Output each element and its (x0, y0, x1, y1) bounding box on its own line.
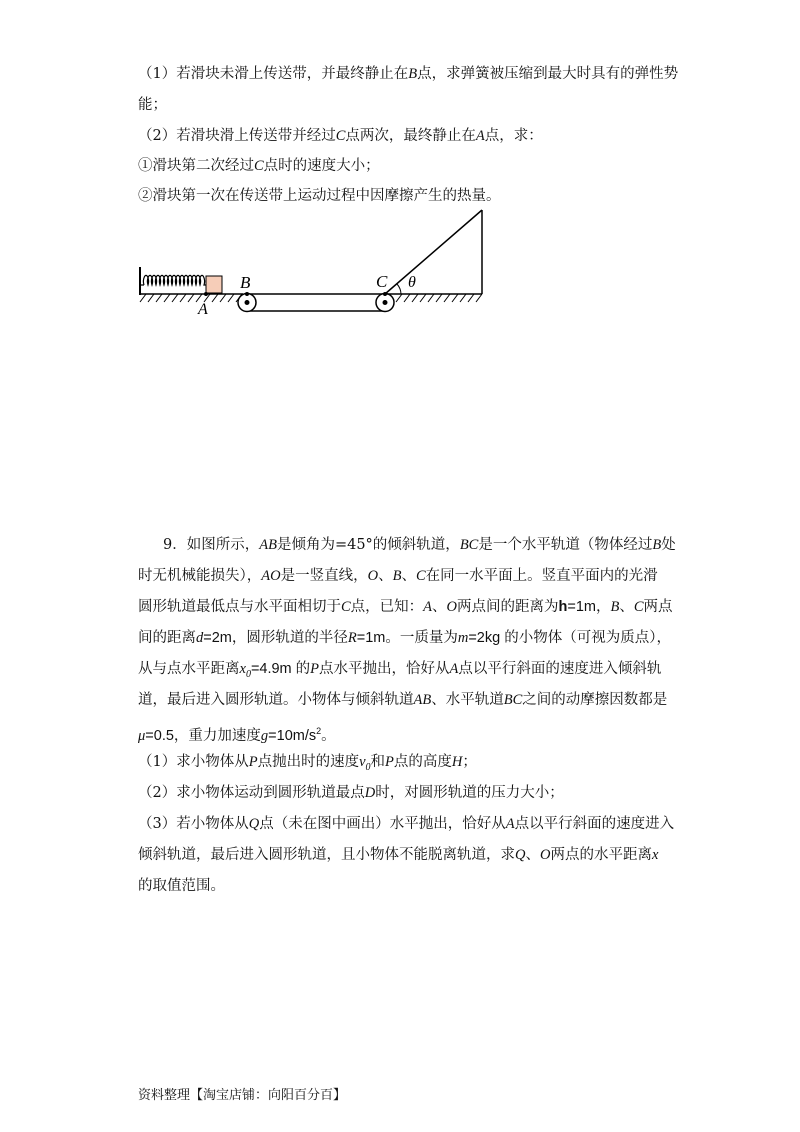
q8-part1-line2: 能； (138, 97, 167, 113)
q9-line2: 时无机械能损失），AO是一竖直线，O、B、C在同一水平面上。竖直平面内的光滑 (138, 568, 658, 584)
q8-part2-sub1: ①滑块第二次经过C点时的速度大小； (138, 158, 380, 174)
q9-sub1: （1）求小物体从P点抛出时的速度$v_0$和P点的高度H； (138, 754, 477, 773)
q9-line3: 圆形轨道最低点与水平面相切于C点，已知：A、O两点间的距离为h=1m，B、C两点 (138, 599, 673, 615)
q9-sub2: （2）求小物体运动到圆形轨道最点D时，对圆形轨道的压力大小； (138, 785, 564, 801)
label-a: A (198, 301, 208, 318)
ground-left-hatch (140, 294, 242, 302)
angle-arc (397, 284, 401, 294)
pulley-left-axle (245, 300, 250, 305)
pulley-right-axle (383, 300, 388, 305)
q9-line4: 间的距离d=2m，圆形轨道的半径R=1m。一质量为m=2kg 的小物体（可视为质点）， (138, 630, 671, 646)
q9-sub3-line1: （3）若小物体从Q点（未在图中画出）水平抛出，恰好从A点以平行斜面的速度进入 (138, 816, 675, 832)
spring (140, 275, 206, 285)
q8-part2: （2）若滑块滑上传送带并经过C点两次，最终静止在A点，求： (138, 128, 543, 144)
incline (385, 210, 482, 294)
q9-line5: 从与点水平距离$x_0=4.9m$ 的P点水平抛出，恰好从A点以平行斜面的速度进入倾斜轨 (138, 661, 662, 680)
q8-part1-line1: （1）若滑块未滑上传送带，并最终静止在B点，求弹簧被压缩到最大时具有的弹性势 (138, 66, 679, 82)
q9-line1: 9．如图所示，AB是倾角为=45°的倾斜轨道，BC是一个水平轨道（物体经过B处 (163, 537, 676, 553)
ground-right-hatch (396, 294, 482, 302)
q8-figure (130, 205, 500, 320)
label-c: C (376, 272, 388, 291)
q9-line7: μ=0.5，重力加速度$g=10m/s^2$。 (138, 726, 336, 744)
label-b: B (240, 273, 251, 292)
q9-line6: 道，最后进入圆形轨道。小物体与倾斜轨道AB、水平轨道BC之间的动摩擦因数都是 (138, 692, 668, 708)
page-footer: 资料整理【淘宝店铺：向阳百分百】 (138, 1088, 347, 1103)
q9-sub3-line3: 的取值范围。 (138, 878, 225, 894)
point-b-dot (245, 292, 249, 296)
point-a-dot (204, 292, 208, 296)
q8-part2-sub2: ②滑块第一次在传送带上运动过程中因摩擦产生的热量。 (138, 188, 501, 204)
slider-block (206, 276, 222, 293)
q9-sub3-line2: 倾斜轨道，最后进入圆形轨道，且小物体不能脱离轨道，求Q、O两点的水平距离x (138, 847, 659, 863)
label-theta: θ (408, 274, 416, 291)
